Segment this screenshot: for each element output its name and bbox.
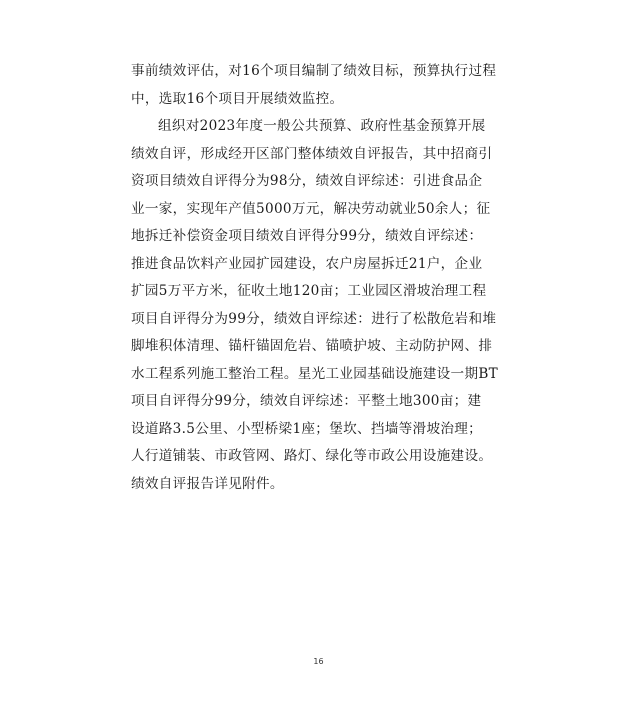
text-line: 业一家，实现年产值5000万元，解决劳动就业50余人；征 bbox=[131, 200, 491, 217]
text-line: 中，选取16个项目开展绩效监控。 bbox=[131, 90, 344, 107]
text-line: 绩效自评报告详见附件。 bbox=[131, 475, 284, 492]
paragraph-start-line: 组织对2023年度一般公共预算、政府性基金预算开展 bbox=[158, 118, 486, 134]
body-text bbox=[131, 58, 509, 498]
page-number: 16 bbox=[313, 657, 324, 666]
text-line: 人行道铺装、市政管网、路灯、绿化等市政公用设施建设。 bbox=[131, 448, 493, 464]
text-line: 资项目绩效自评得分为98分，绩效自评综述：引进食品企 bbox=[131, 173, 483, 189]
text-line: 推进食品饮料产业园扩园建设，农户房屋拆迁21户，企业 bbox=[131, 255, 483, 272]
text-line: 水工程系列施工整治工程。星光工业园基础设施建设一期BT bbox=[131, 365, 498, 382]
text-line: 地拆迁补偿资金项目绩效自评得分99分，绩效自评综述： bbox=[131, 228, 483, 244]
text-line: 设道路3.5公里、小型桥梁1座；堡坎、挡墙等滑坡治理； bbox=[131, 420, 483, 437]
text-line: 脚堆积体清理、锚杆锚固危岩、锚喷护坡、主动防护网、排 bbox=[131, 338, 493, 354]
text-line: 事前绩效评估，对16个项目编制了绩效目标，预算执行过程 bbox=[131, 63, 497, 79]
text-line: 项目自评得分99分，绩效自评综述：平整土地300亩；建 bbox=[131, 393, 482, 409]
text-line: 绩效自评，形成经开区部门整体绩效自评报告，其中招商引 bbox=[131, 145, 493, 162]
text-line: 扩园5万平方米，征收土地120亩；工业园区滑坡治理工程 bbox=[131, 283, 487, 299]
text-line: 项目自评得分为99分，绩效自评综述：进行了松散危岩和堆 bbox=[131, 310, 497, 327]
